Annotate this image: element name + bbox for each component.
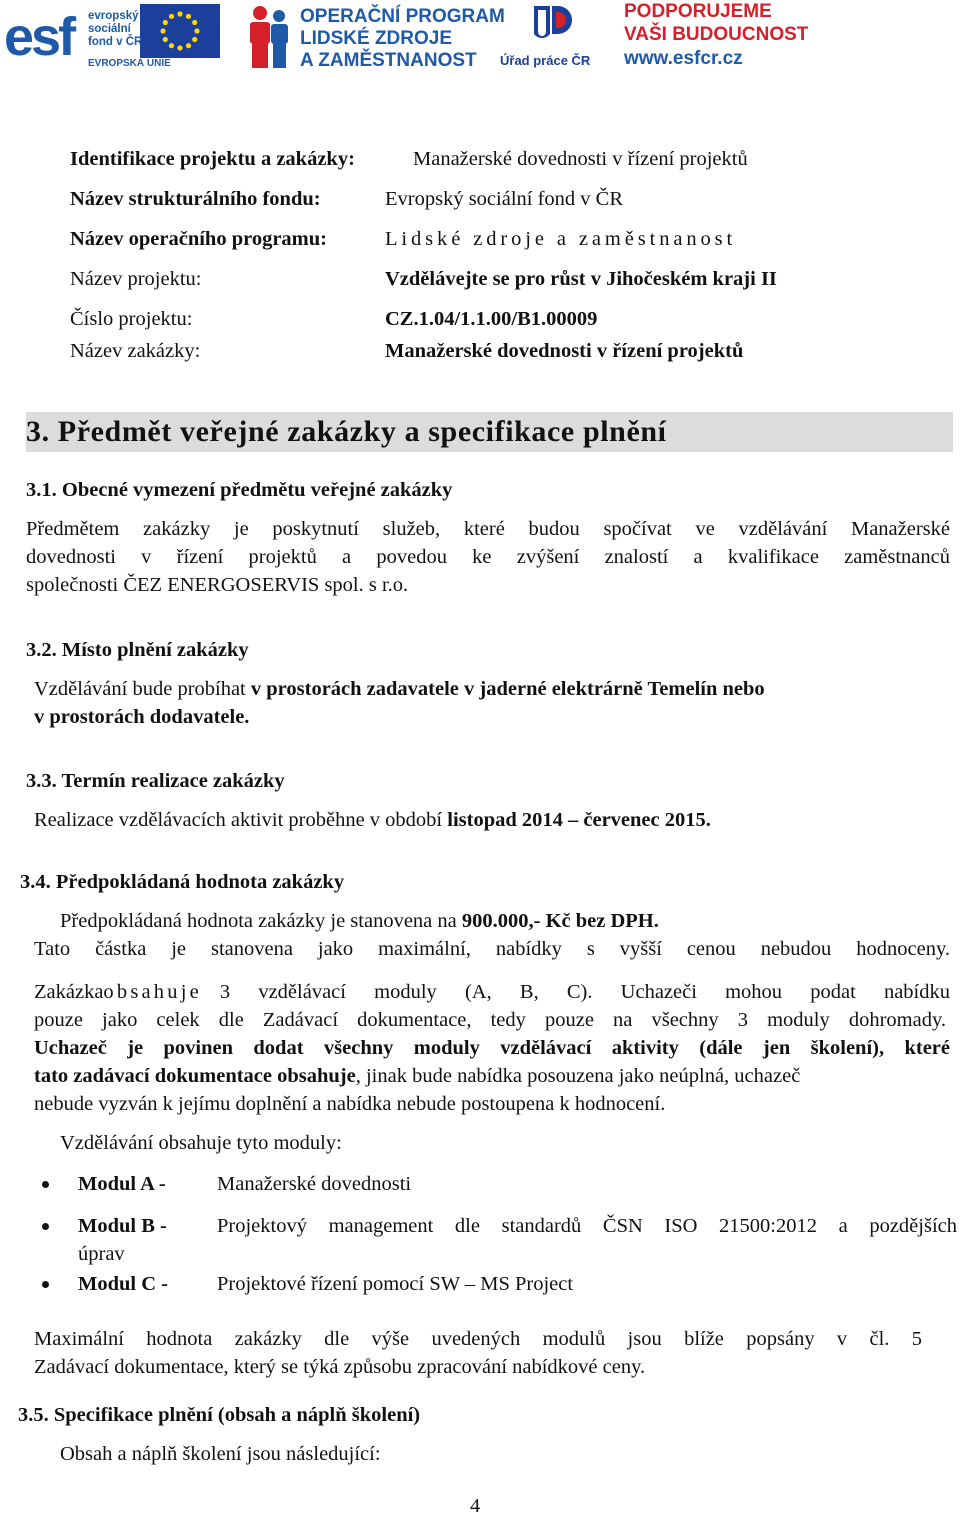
ident-label-contract: Název zakázky: xyxy=(70,340,201,362)
s34-obligation-line-1: Uchazeč je povinen dodat všechny moduly vzdělávací aktivity (dále jen školení), které xyxy=(34,1037,950,1059)
modules-intro: Vzdělávání obsahuje tyto moduly: xyxy=(60,1132,342,1154)
s35-line-1: Obsah a náplň školení jsou následující: xyxy=(60,1443,381,1465)
module-c-label: Modul C - xyxy=(78,1273,168,1295)
s34-obligation-line-3: nebude vyzván k jejímu doplnění a nabídka nebude postoupena k hodnocení. xyxy=(34,1093,666,1115)
ident-value-project-name: Vzdělávejte se pro růst v Jihočeském kraji II xyxy=(385,268,777,290)
ident-label-program: Název operačního programu: xyxy=(70,228,327,250)
s34-modules-count-line: Zakázka obsahuje 3 vzdělávací moduly (A, B, C). Uchazeči mohou podat nabídku xyxy=(34,981,950,1003)
module-b-desc: Projektový management dle standardů ČSN ISO 21500:2012 a pozdějších xyxy=(217,1215,957,1237)
s32-line-2: v prostorách dodavatele. xyxy=(34,706,250,728)
bullet-icon xyxy=(42,1181,49,1188)
ident-value-project-number: CZ.1.04/1.1.00/B1.00009 xyxy=(385,308,598,330)
s31-line-3: společnosti ČEZ ENERGOSERVIS spol. s r.o. xyxy=(26,574,409,596)
s34-max-price-line: Tato částka je stanovena jako maximální, nabídky s vyšší cenou nebudou hodnoceny. xyxy=(34,938,950,960)
s34-value-line: Předpokládaná hodnota zakázky je stanovena na 900.000,- Kč bez DPH. xyxy=(60,910,659,932)
s33-line-1: Realizace vzdělávacích aktivit proběhne v období listopad 2014 – červenec 2015. xyxy=(34,809,711,831)
ident-value-project: Manažerské dovednosti v řízení projektů xyxy=(413,148,748,170)
ident-value-fund: Evropský sociální fond v ČR xyxy=(385,188,624,210)
section-3-title: 3. Předmět veřejné zakázky a specifikace plnění xyxy=(26,415,667,448)
esfcr-url: www.esfcr.cz xyxy=(624,48,743,69)
podporujeme-slogan: PODPORUJEME VAŠI BUDOUCNOST xyxy=(624,1,809,45)
heading-3-3: 3.3. Termín realizace zakázky xyxy=(26,770,285,792)
max-value-line-2: Zadávací dokumentace, který se týká způsobu zpracování nabídkové ceny. xyxy=(34,1356,646,1378)
module-a-label: Modul A - xyxy=(78,1173,166,1195)
heading-3-2: 3.2. Místo plnění zakázky xyxy=(26,639,249,661)
s31-line-1: Předmětem zakázky je poskytnutí služeb, které budou spočívat ve vzdělávání Manažerské xyxy=(26,518,950,540)
bullet-icon xyxy=(42,1281,49,1288)
ident-label-fund: Název strukturálního fondu: xyxy=(70,188,321,210)
s31-line-2: dovednosti v řízení projektů a povedou ke zvýšení znalostí a kvalifikace zaměstnanců xyxy=(26,546,950,568)
module-c-desc: Projektové řízení pomocí SW – MS Project xyxy=(217,1273,574,1295)
op-program-name: OPERAČNÍ PROGRAM LIDSKÉ ZDROJE A ZAMĚSTNANOST xyxy=(300,6,505,71)
s32-line-1: Vzdělávání bude probíhat v prostorách zadavatele v jaderné elektrárně Temelín nebo xyxy=(34,678,765,700)
s34-obligation-line-2: tato zadávací dokumentace obsahuje, jinak bude nabídka posouzena jako neúplná, uchazeč xyxy=(34,1065,801,1087)
eu-caption: EVROPSKÁ UNIE xyxy=(88,58,171,69)
bullet-icon xyxy=(42,1223,49,1230)
heading-3-5: 3.5. Specifikace plnění (obsah a náplň školení) xyxy=(18,1404,421,1426)
heading-3-4: 3.4. Předpokládaná hodnota zakázky xyxy=(20,871,345,893)
heading-3-1: 3.1. Obecné vymezení předmětu veřejné zakázky xyxy=(26,479,453,501)
eu-flag-icon xyxy=(140,4,220,58)
max-value-line-1: Maximální hodnota zakázky dle výše uvedených modulů jsou blíže popsány v čl. 5 xyxy=(34,1328,922,1350)
module-b-desc-wrap: úprav xyxy=(78,1243,125,1265)
ident-value-contract: Manažerské dovednosti v řízení projektů xyxy=(385,340,744,362)
ident-label-project-name: Název projektu: xyxy=(70,268,202,290)
module-a-desc: Manažerské dovednosti xyxy=(217,1173,412,1195)
urad-prace-icon xyxy=(528,4,574,52)
ident-label-project-number: Číslo projektu: xyxy=(70,308,193,330)
ident-label-project: Identifikace projektu a zakázky: xyxy=(70,148,355,170)
module-b-label: Modul B - xyxy=(78,1215,167,1237)
s34-whole-offer-line: pouze jako celek dle Zadávací dokumentace, tedy pouze na všechny 3 moduly dohromady. xyxy=(34,1009,946,1031)
urad-prace-caption: Úřad práce ČR xyxy=(500,53,591,68)
page-number: 4 xyxy=(470,1495,481,1517)
op-people-icon xyxy=(246,4,292,70)
esf-caption: evropský sociální fond v ČR xyxy=(88,10,143,48)
esf-logo: esf xyxy=(4,7,74,67)
ident-value-program: Lidské zdroje a zaměstnanost xyxy=(385,228,737,250)
